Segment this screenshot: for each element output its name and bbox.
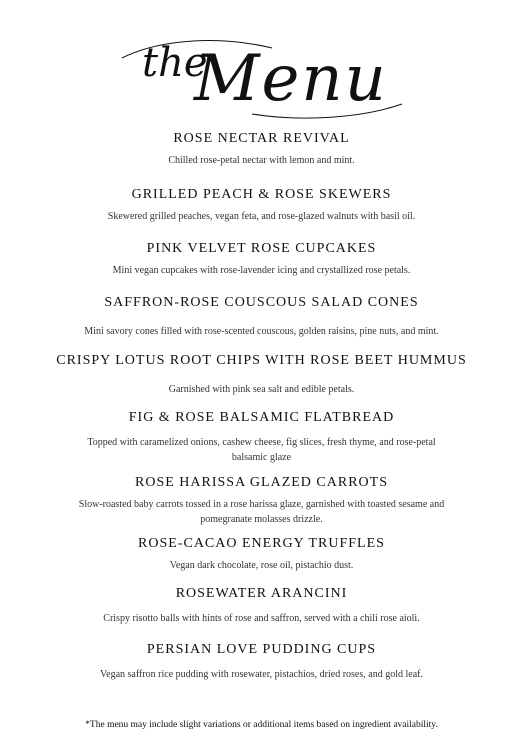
item-name: FIG & ROSE BALSAMIC FLATBREAD: [128, 410, 395, 425]
item-description: Vegan saffron rice pudding with rosewater, pistachios, dried roses, and gold leaf.: [100, 669, 423, 680]
item-description: Crispy risotto balls with hints of rose and saffron, served with a chili rose aioli.: [103, 613, 420, 624]
item-name: ROSE NECTAR REVIVAL: [173, 131, 350, 146]
menu-item: [0, 352, 523, 397]
item-description: Mini vegan cupcakes with rose-lavender icing and crystallized rose petals.: [112, 265, 411, 276]
menu-item: [0, 474, 523, 527]
item-description: Slow-roasted baby carrots tossed in a rose harissa glaze, garnished with toasted sesame and pomegranate molasses drizzle.: [78, 499, 445, 525]
item-name: ROSEWATER ARANCINI: [175, 586, 348, 601]
menu-title-script: [102, 18, 422, 128]
item-name: PERSIAN LOVE PUDDING CUPS: [146, 642, 377, 657]
menu-item: [0, 585, 523, 626]
item-name: ROSE-CACAO ENERGY TRUFFLES: [138, 536, 385, 551]
item-description: Skewered grilled peaches, vegan feta, and rose-glazed walnuts with basil oil.: [107, 211, 416, 222]
menu-item: [0, 641, 523, 682]
menu-item: [0, 186, 523, 224]
footnote: *The menu may include slight variations or additional items based on ingredient availability.: [85, 719, 438, 730]
item-description: Garnished with pink sea salt and edible petals.: [168, 384, 355, 395]
item-name: GRILLED PEACH & ROSE SKEWERS: [131, 187, 392, 202]
item-description: Chilled rose-petal nectar with lemon and mint.: [168, 155, 355, 166]
item-description: Topped with caramelized onions, cashew cheese, fig slices, fresh thyme, and rose-petal balsamic glaze: [87, 437, 436, 463]
menu-title: [0, 18, 523, 128]
title-main: Menu: [193, 42, 388, 116]
menu-item: [0, 240, 523, 278]
menu-item: [0, 130, 523, 168]
menu-item: [0, 409, 523, 465]
menu-item: [0, 535, 523, 573]
item-name: SAFFRON-ROSE COUSCOUS SALAD CONES: [104, 295, 419, 310]
item-description: Mini savory cones filled with rose-scented couscous, golden raisins, pine nuts, and mint.: [84, 326, 439, 337]
item-name: CRISPY LOTUS ROOT CHIPS WITH ROSE BEET HUMMUS: [56, 353, 467, 368]
item-name: ROSE HARISSA GLAZED CARROTS: [135, 475, 388, 490]
title-prefix: the: [141, 40, 208, 86]
item-name: PINK VELVET ROSE CUPCAKES: [146, 241, 377, 256]
item-description: Vegan dark chocolate, rose oil, pistachio dust.: [169, 560, 354, 571]
menu-item: [0, 294, 523, 339]
